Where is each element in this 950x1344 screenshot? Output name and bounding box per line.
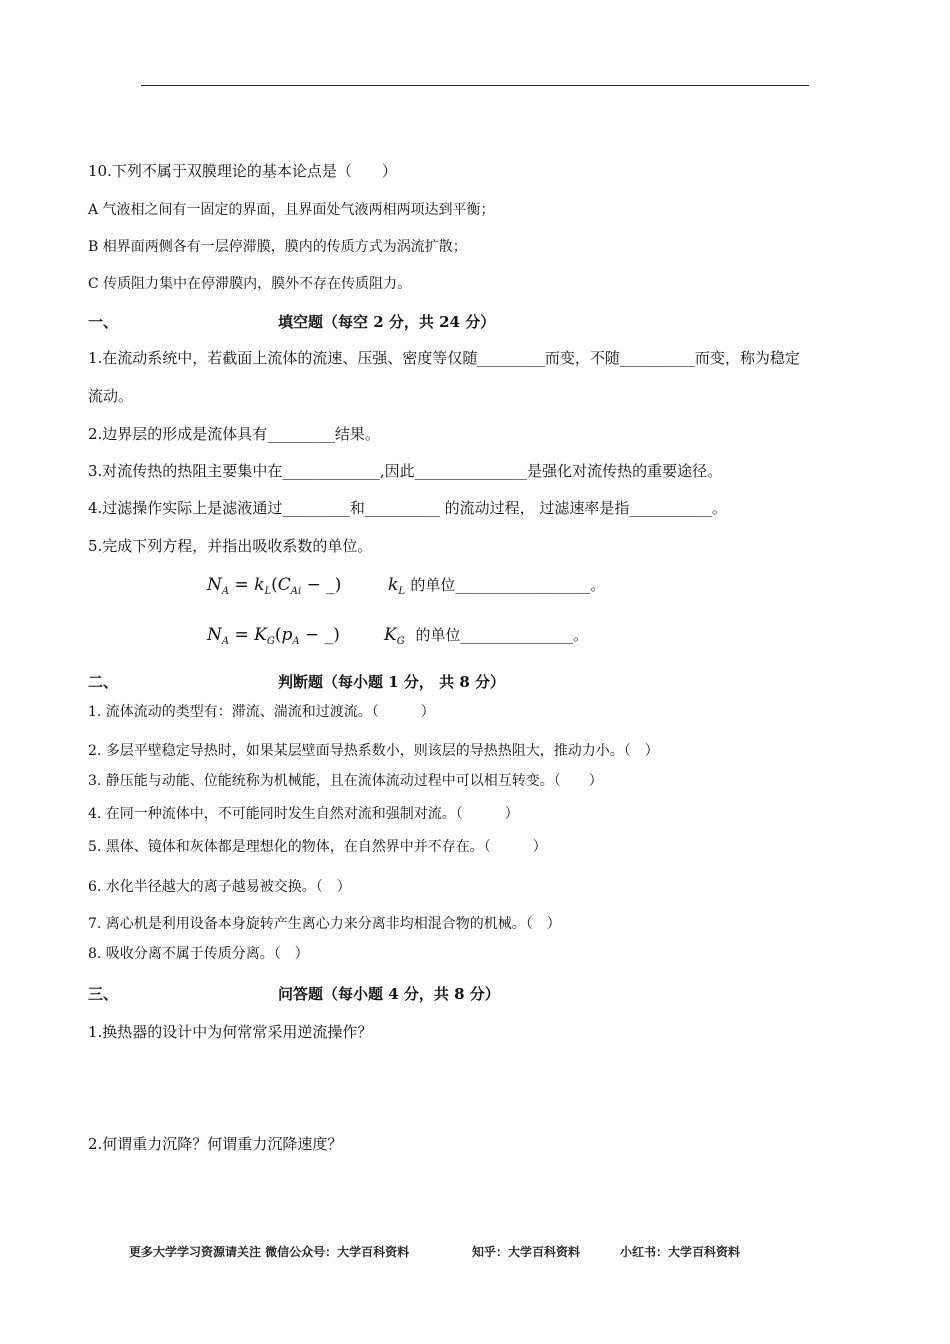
qa-q1: 1.换热器的设计中为何常常采用逆流操作？ [88, 1023, 373, 1041]
footer-xiaohongshu: 小红书：大学百科资料 [620, 1245, 741, 1259]
section-1-number: 一、 [88, 313, 119, 331]
judge-item-8: 8. 吸收分离不属于传质分离。（ ） [88, 946, 309, 962]
judge-item-1: 1. 流体流动的类型有：滞流、湍流和过渡流。（ ） [88, 704, 435, 720]
footer-wechat: 更多大学学习资源请关注 微信公众号：大学百科资料 [129, 1245, 410, 1259]
header-rule [141, 85, 809, 86]
judge-item-2: 2. 多层平壁稳定导热时，如果某层壁面导热系数小，则该层的导热热阻大，推动力小。（ ） [88, 743, 659, 759]
qa-q2: 2.何谓重力沉降？何谓重力沉降速度？ [88, 1135, 343, 1153]
equation-2: $N_A = K_G(p_A$ − _) [207, 625, 340, 647]
option-c: C 传质阻力集中在停滞膜内，膜外不存在传质阻力。 [88, 276, 412, 292]
equation-2-unit-text: 的单位_______________。 [415, 626, 589, 644]
section-2-title: 判断题（每小题 1 分， 共 8 分） [278, 673, 505, 691]
option-b: B 相界面两侧各有一层停滞膜，膜内的传质方式为涡流扩散； [88, 239, 467, 255]
option-a: A 气液相之间有一固定的界面，且界面处气液两相两项达到平衡； [88, 202, 495, 218]
judge-item-4: 4. 在同一种流体中，不可能同时发生自然对流和强制对流。（ ） [88, 806, 519, 822]
judge-item-3: 3. 静压能与动能、位能统称为机械能，且在流体流动过程中可以相互转变。（ ） [88, 773, 603, 789]
section-1-title: 填空题（每空 2 分，共 24 分） [278, 313, 496, 331]
fill-q5: 5.完成下列方程，并指出吸收系数的单位。 [88, 537, 373, 555]
equation-1-unit: $k_L$ 的单位__________________。 [388, 575, 606, 597]
section-2-number: 二、 [88, 673, 119, 691]
judge-item-7: 7. 离心机是利用设备本身旋转产生离心力来分离非均相混合物的机械。（ ） [88, 916, 561, 932]
fill-q3: 3.对流传热的热阻主要集中在_____________,因此_______________是强化对流传热的重要途径。 [88, 462, 723, 480]
section-3-title: 问答题（每小题 4 分，共 8 分） [278, 985, 500, 1003]
question-10: 10.下列不属于双膜理论的基本论点是（ ） [88, 162, 397, 180]
judge-item-5: 5. 黑体、镜体和灰体都是理想化的物体，在自然界中并不存在。（ ） [88, 839, 547, 855]
section-3-number: 三、 [88, 985, 119, 1003]
equation-1-unit-text: 的单位__________________。 [410, 576, 606, 594]
fill-q4: 4.过滤操作实际上是滤液通过_________和__________ 的流动过程， 过滤速率是指___________。 [88, 499, 727, 517]
footer-zhihu: 知乎：大学百科资料 [472, 1245, 581, 1259]
fill-q1-line1: 1.在流动系统中，若截面上流体的流速、压强、密度等仅随_________而变，不随__________而变，称为稳定 [88, 349, 800, 367]
fill-q2: 2.边界层的形成是流体具有_________结果。 [88, 425, 380, 443]
equation-1: $N_A = k_L(C_{Ai}$ − _) [207, 575, 342, 597]
fill-q1-line2: 流动。 [88, 387, 134, 405]
equation-2-unit: $K_G$ 的单位_______________。 [384, 625, 589, 647]
judge-item-6: 6. 水化半径越大的离子越易被交换。（ ） [88, 879, 351, 895]
